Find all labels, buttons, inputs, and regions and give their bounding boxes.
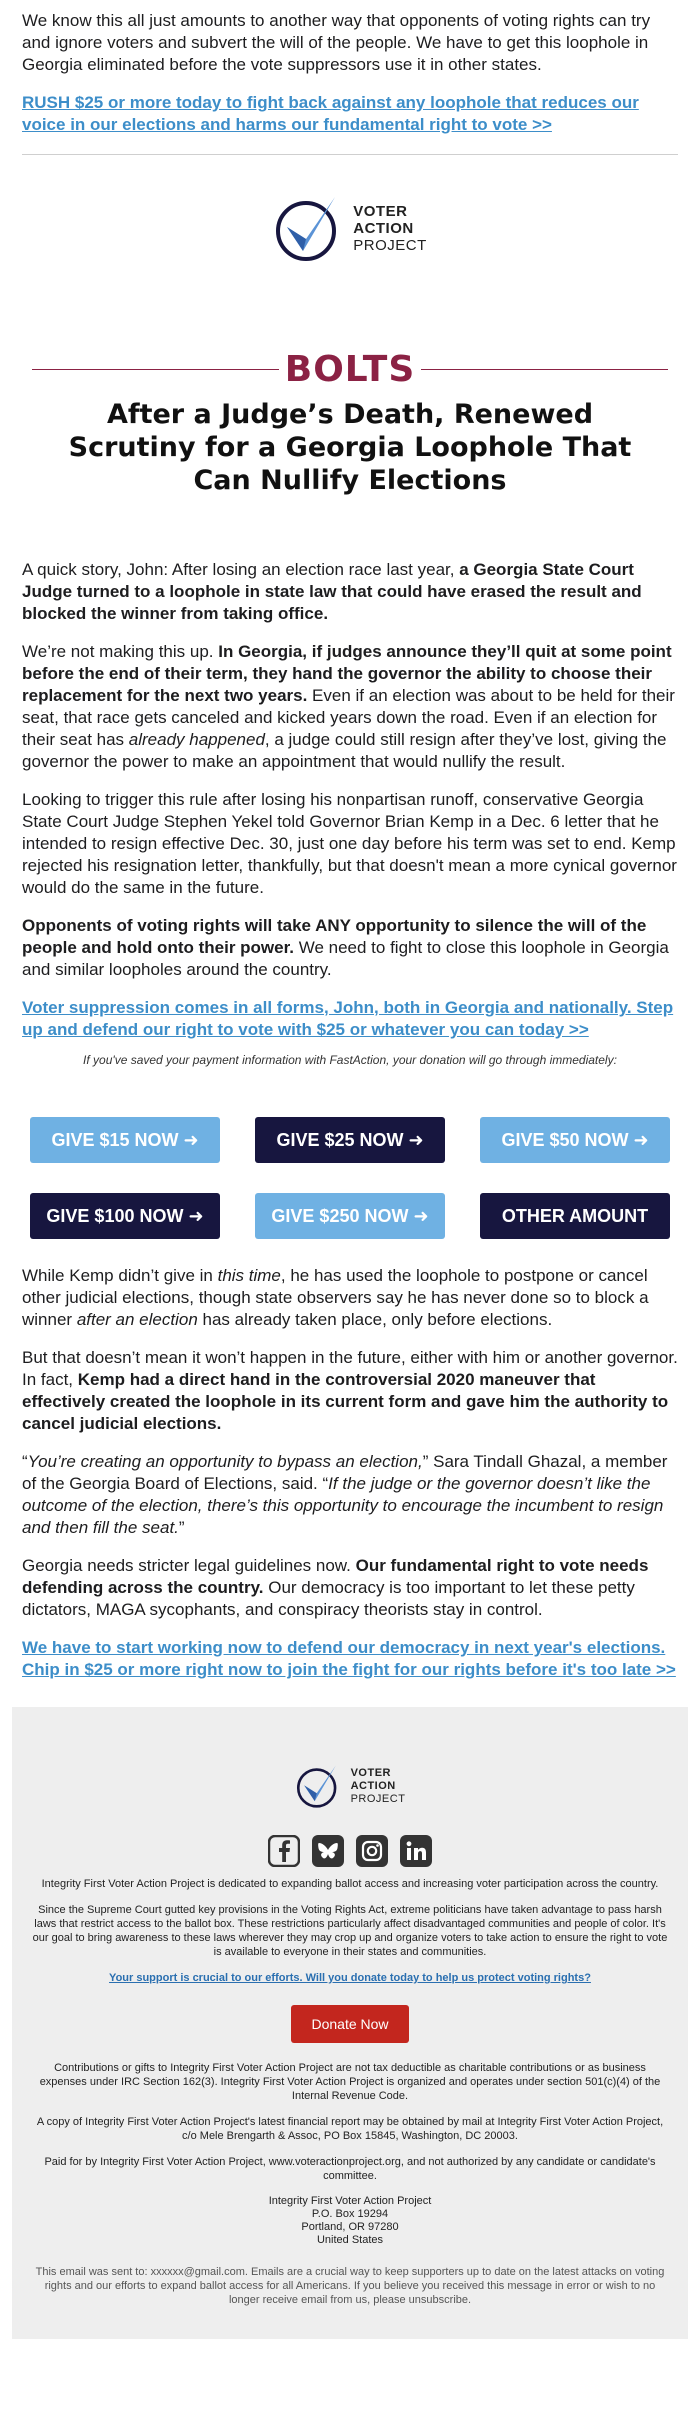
checkmark-circle-icon xyxy=(295,1763,341,1809)
voter-action-logo xyxy=(22,193,678,263)
donation-buttons-row-1 xyxy=(22,1117,678,1163)
give-100-button[interactable]: GIVE $100 NOW ➜ xyxy=(30,1193,220,1239)
social-links xyxy=(32,1835,668,1867)
footer-contributions: Contributions or gifts to Integrity First Voter Action Project are not tax deductible as charitable contributions or as business expenses under IRC Section 162(3). Integrity First Voter Action Project is organized and operates under section 501(c)(4) of the Internal Revenue Code. xyxy=(39,2062,661,2102)
paragraph-1: A quick story, John: After losing an election race last year, a Georgia State Court Judge turned to a loophole in state law that could have erased the result and blocked the winner from taking office. xyxy=(22,560,642,623)
fastaction-note: If you've saved your payment information with FastAction, your donation will go through immediately: xyxy=(83,1053,617,1067)
logo-line-3: PROJECT xyxy=(353,236,427,254)
intro-paragraph: We know this all just amounts to another way that opponents of voting rights can try and ignore voters and subvert the will of the people. We have to get this loophole in Georgia eliminated before the vote suppressors use it in other states. xyxy=(22,11,651,74)
checkmark-circle-icon xyxy=(273,193,343,263)
paragraph-4: Opponents of voting rights will take ANY opportunity to silence the will of the people and hold onto their power. We need to fight to close this loophole in Georgia and similar loopholes around the country. xyxy=(22,916,669,979)
give-250-button[interactable]: GIVE $250 NOW ➜ xyxy=(255,1193,445,1239)
paragraph-3: Looking to trigger this rule after losing his nonpartisan runoff, conservative Georgia State Court Judge Stephen Yekel told Governor Brian Kemp in a Dec. 6 letter that he intended to resign effective Dec. 30, just one day before his term was set to end. Kemp rejected his resignation letter, thankfully, but that doesn't mean a more cynical governor would do the same in the future. xyxy=(22,790,677,897)
donate-now-button[interactable]: Donate Now xyxy=(291,2005,408,2043)
linkedin-icon[interactable] xyxy=(400,1835,432,1867)
footer-sent-to: This email was sent to: xxxxxx@gmail.com. Emails are a crucial way to keep supporters up to date on the latest attacks on voting rights and our efforts to expand ballot access for all Americans. If you believe you received this message in error or wish to no longer receive email from us, please unsubscribe. xyxy=(35,2266,665,2306)
give-15-button[interactable]: GIVE $15 NOW ➜ xyxy=(30,1117,220,1163)
footer-paid-for: Paid for by Integrity First Voter Action Project, www.voteractionproject.org, and not authorized by any candidate or candidate's committee. xyxy=(44,2156,656,2182)
paragraph-6: But that doesn’t mean it won’t happen in the future, either with him or another governor. In fact, Kemp had a direct hand in the controversial 2020 maneuver that effectively created the loophole in its current form and gave him the authority to cancel judicial elections. xyxy=(22,1348,678,1433)
rush-donate-link[interactable]: RUSH $25 or more today to fight back against any loophole that reduces our voice in our elections and harms our fundamental right to vote >> xyxy=(22,93,639,134)
donation-buttons-row-2 xyxy=(22,1193,678,1239)
step-up-donate-link[interactable]: Voter suppression comes in all forms, John, both in Georgia and nationally. Step up and defend our right to vote with $25 or whatever you can today >> xyxy=(22,998,674,1039)
footer-logo xyxy=(32,1763,668,1809)
footer-logo-line-2: ACTION xyxy=(350,1779,396,1792)
logo-line-2: ACTION xyxy=(353,219,414,237)
footer-logo-line-3: PROJECT xyxy=(350,1792,406,1805)
footer-report: A copy of Integrity First Voter Action Project's latest financial report may be obtained by mail at Integrity First Voter Action Project, c/o Mele Brengarth & Assoc, PO Box 15845, Washington, DC 20003. xyxy=(36,2116,664,2142)
email-body xyxy=(0,10,700,1681)
footer-logo-line-1: VOTER xyxy=(350,1766,391,1779)
bluesky-icon[interactable] xyxy=(312,1835,344,1867)
footer xyxy=(12,1707,688,2339)
paragraph-2: We’re not making this up. In Georgia, if judges announce they’ll quit at some point before the end of their term, they hand the governor the ability to choose their replacement for the next two years. Even if an election was about to be held for their seat, that race gets canceled and kicked years down the road. Even if an election for their seat has already happened, a judge could still resign after they’ve lost, giving the governor the power to make an appointment that would nullify the result. xyxy=(22,642,675,771)
facebook-icon[interactable] xyxy=(268,1835,300,1867)
divider xyxy=(22,154,678,155)
article-headline: After a Judge’s Death, Renewed Scrutiny for a Georgia Loophole That Can Nullify Elections xyxy=(68,399,632,496)
footer-since: Since the Supreme Court gutted key provisions in the Voting Rights Act, extreme politicians have taken advantage to pass harsh laws that restrict access to the ballot box. These restrictions particularly affect disadvantaged communities and people of color. It's our goal to bring awareness to these laws wherever they may crop up and organize voters to take action to ensure the right to vote is available to everyone in their states and communities. xyxy=(32,1904,668,1958)
footer-mission: Integrity First Voter Action Project is dedicated to expanding ballot access and increasing voter participation across the country. xyxy=(41,1878,659,1890)
other-amount-button[interactable]: OTHER AMOUNT xyxy=(480,1193,670,1239)
logo-line-1: VOTER xyxy=(353,202,408,220)
bolts-logo: BOLTS xyxy=(284,349,416,390)
source-banner xyxy=(32,349,668,390)
paragraph-5: While Kemp didn’t give in this time, he has used the loophole to postpone or cancel other judicial elections, though state observers say he has never done so to block a winner after an election has already taken place, only before elections. xyxy=(22,1266,649,1329)
footer-address: Integrity First Voter Action Project P.O. Box 19294 Portland, OR 97280 United States xyxy=(268,2195,432,2246)
footer-support-link[interactable]: Your support is crucial to our efforts. Will you donate today to help us protect voting rights? xyxy=(109,1972,591,1984)
instagram-icon[interactable] xyxy=(356,1835,388,1867)
paragraph-8: Georgia needs stricter legal guidelines now. Our fundamental right to vote needs defending across the country. Our democracy is too important to let these petty dictators, MAGA sycophants, and conspiracy theorists stay in control. xyxy=(22,1556,649,1619)
give-50-button[interactable]: GIVE $50 NOW ➜ xyxy=(480,1117,670,1163)
give-25-button[interactable]: GIVE $25 NOW ➜ xyxy=(255,1117,445,1163)
quote-paragraph: “You’re creating an opportunity to bypass an election,” Sara Tindall Ghazal, a member of the Georgia Board of Elections, said. “If the judge or the governor doesn’t like the outcome of the election, there’s this opportunity to encourage the incumbent to resign and then fill the seat.” xyxy=(22,1452,668,1537)
chip-in-donate-link[interactable]: We have to start working now to defend our democracy in next year's elections. Chip in $25 or more right now to join the fight for our rights before it's too late >> xyxy=(22,1638,676,1679)
